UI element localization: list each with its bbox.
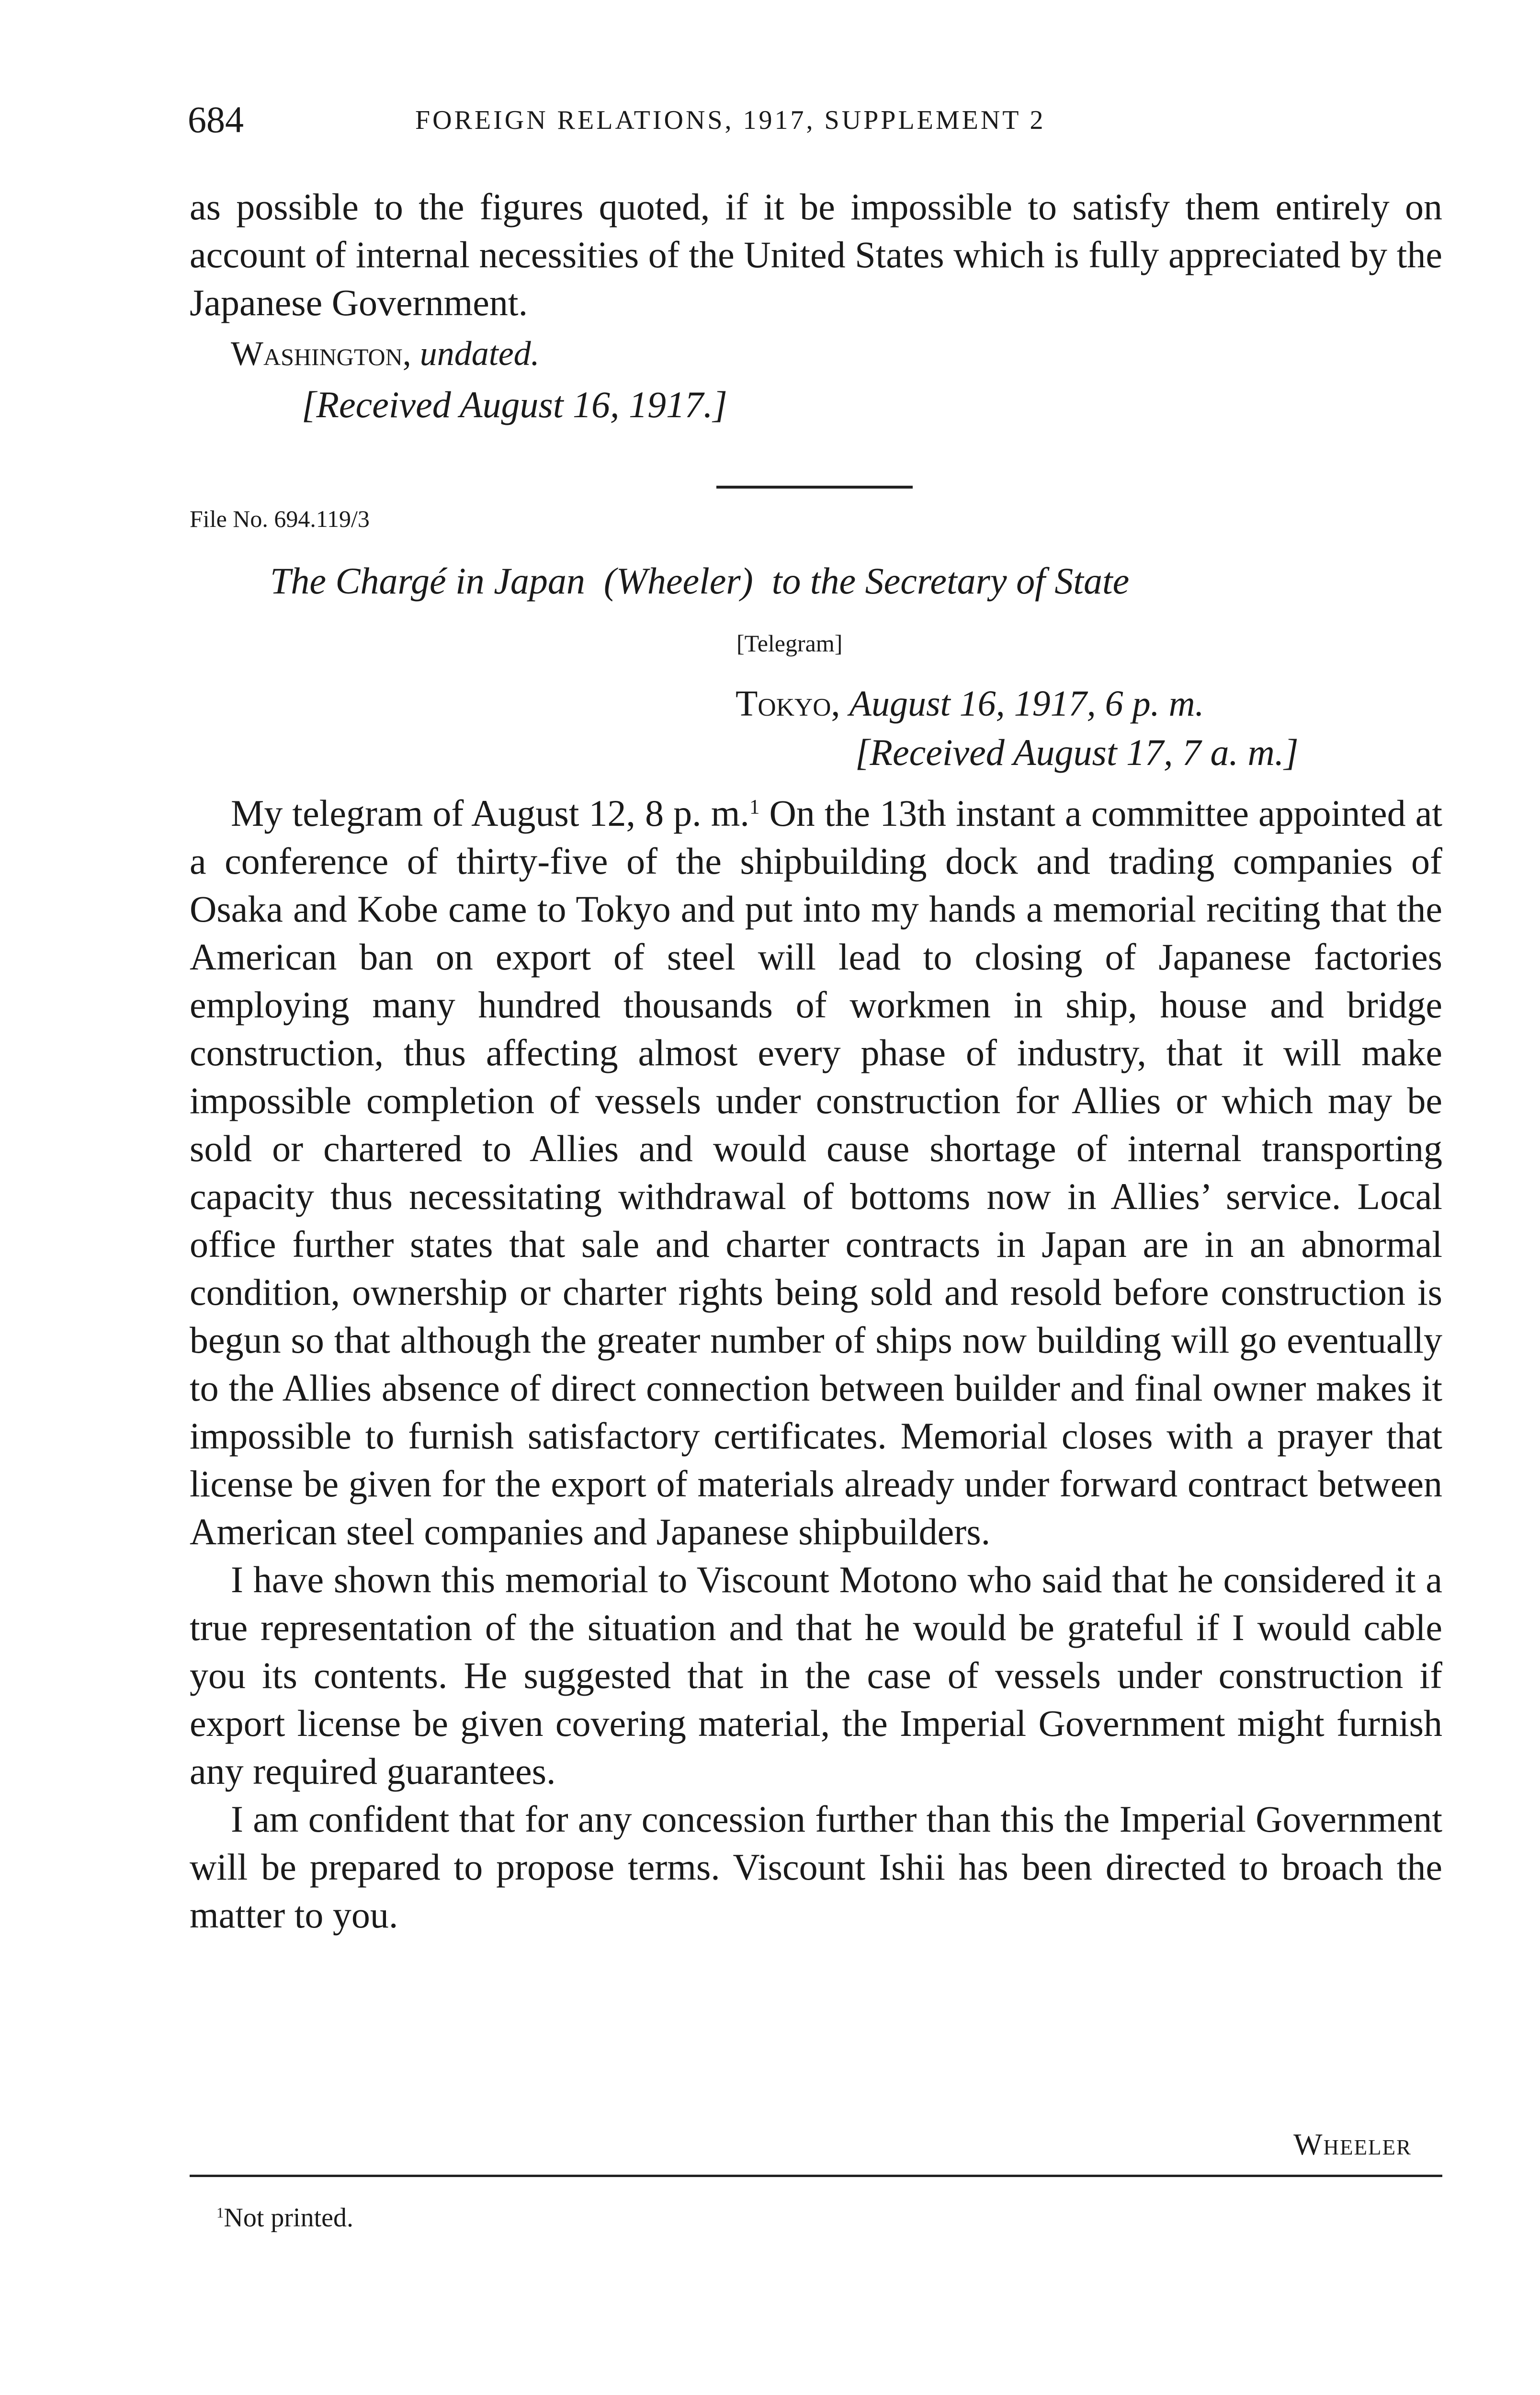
body-paragraph-2: I have shown this memorial to Viscount Motono who said that he considered it a true representation of the situation and that he would be grateful if I would cable you its contents. He suggested that in the case of vessels under construction if export license be given covering material, the Imperial Government might furnish any required guarantees. bbox=[190, 1559, 1442, 1792]
dateline-date: undated. bbox=[419, 334, 540, 373]
footnote bbox=[216, 2202, 353, 2233]
telegram-body bbox=[190, 789, 1442, 1939]
dateline-date: August 16, 1917, 6 p. m. bbox=[849, 684, 1204, 724]
received-note-1: [Received August 16, 1917.] bbox=[302, 384, 727, 425]
footnote-text: Not printed. bbox=[224, 2203, 354, 2233]
document-type: [Telegram] bbox=[736, 630, 843, 657]
received-note-2: [Received August 17, 7 a. m.] bbox=[855, 731, 1299, 773]
paragraph-text: My telegram of August 12, 8 p. m. bbox=[231, 792, 749, 834]
file-number: File No. 694.119/3 bbox=[190, 505, 370, 532]
continuation-text: as possible to the figures quoted, if it be impossible to satisfy them entirely on account of internal necessities of the United States which is fully appreciated by the Japanese Government. bbox=[190, 186, 1442, 323]
body-paragraph-3: I am confident that for any concession further than this the Imperial Government will be prepared to propose terms. Viscount Ishii has been directed to broach the matter to you. bbox=[190, 1798, 1442, 1936]
dateline-tokyo bbox=[736, 683, 1204, 725]
footnote-mark: 1 bbox=[216, 2204, 224, 2221]
dateline-place: Tokyo, bbox=[736, 684, 840, 724]
section-divider bbox=[716, 486, 913, 489]
signature: Wheeler bbox=[1293, 2127, 1412, 2161]
footnote-reference: 1 bbox=[749, 796, 760, 819]
running-head: FOREIGN RELATIONS, 1917, SUPPLEMENT 2 bbox=[415, 105, 1046, 135]
document-title: The Chargé in Japan (Wheeler) to the Secretary of State bbox=[270, 560, 1130, 602]
page-number: 684 bbox=[188, 99, 244, 140]
paragraph-text: On the 13th instant a committee appointed at a conference of thirty-five of the shipbuilding dock and trading companies of Osaka and Kobe came to Tokyo and put into my hands a memorial reciting that the American ban on export of steel will lead to closing of Japanese factories employing many hundred thousands of workmen in ship, house and bridge construction, thus affecting almost every phase of industry, that it will make impossible completion of vessels under construction for Allies or which may be sold or chartered to Allies and would cause shortage of internal transporting capacity thus necessitating withdrawal of bottoms now in Allies’ service. Local office further states that sale and charter contracts in Japan are in an abnormal condition, ownership or charter rights being sold and resold before construction is begun so that although the greater number of ships now building will go eventually to the Allies absence of direct connection between builder and final owner makes it impossible to furnish satisfactory certificates. Memorial closes with a prayer that license be given for the export of materials already under forward contract between American steel companies and Japanese shipbuilders. bbox=[190, 792, 1442, 1552]
dateline-place: Washington, bbox=[231, 334, 411, 373]
footnote-rule bbox=[190, 2175, 1442, 2177]
body-paragraph-1 bbox=[190, 789, 1442, 1556]
page-header bbox=[188, 98, 1442, 146]
continuation-paragraph bbox=[190, 183, 1442, 327]
dateline-washington bbox=[231, 330, 540, 377]
